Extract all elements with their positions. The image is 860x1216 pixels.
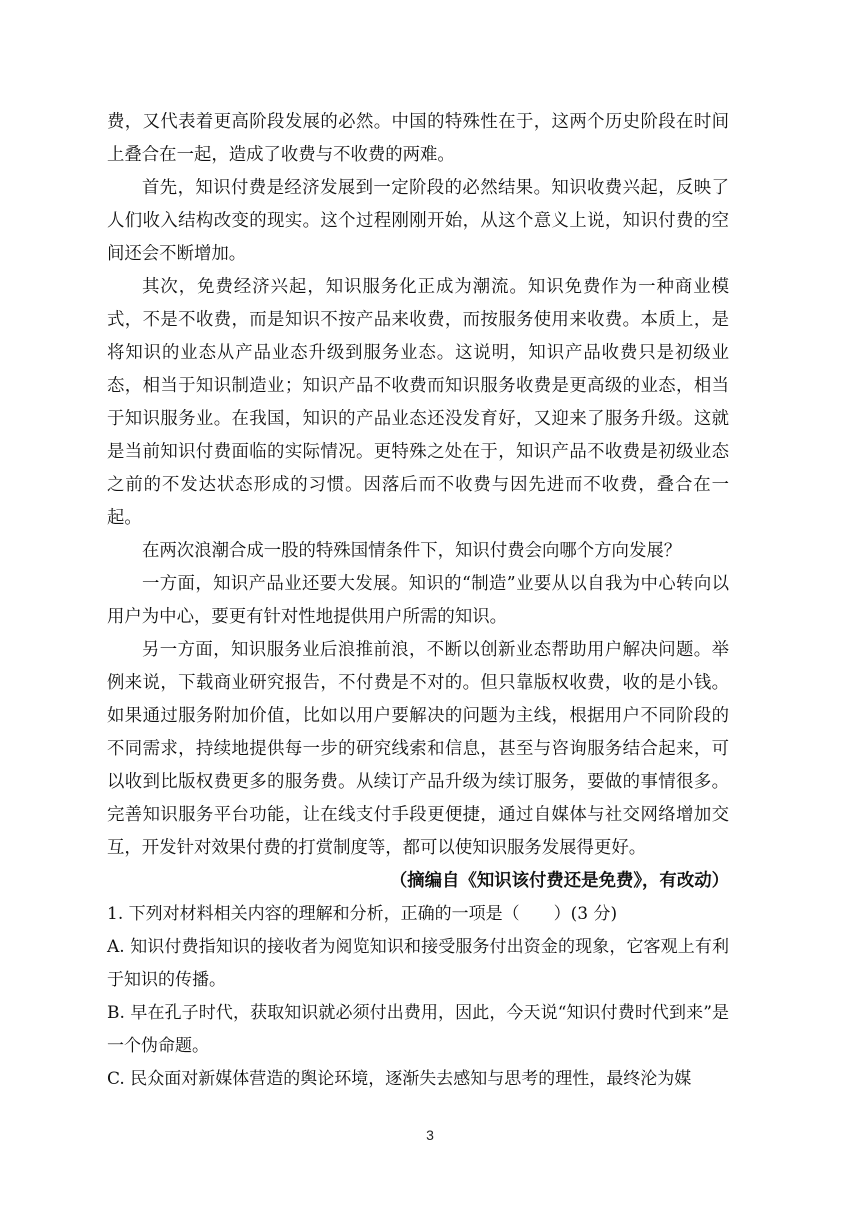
paragraph-other-hand: 另一方面，知识服务业后浪推前浪，不断以创新业态帮助用户解决问题。举例来说，下载商业研究报告，不付费是不对的。但只靠版权收费，收的是小钱。如果通过服务附加价值，比如以用户要解决的问题为主线，根据用户不同阶段的不同需求，持续地提供每一步的研究线索和信息，甚至与咨询服务结合起来，可以收到比版权费更多的服务费。从续订产品升级为续订服务，要做的事情很多。完善知识服务平台功能，让在线支付手段更便捷，通过自媒体与社交网络增加交互，开发针对效果付费的打赏制度等，都可以使知识服务发展得更好。 <box>107 640 729 858</box>
paragraph-second-point: 其次，免费经济兴起，知识服务化正成为潮流。知识免费作为一种商业模式，不是不收费，而是知识不按产品来收费，而按服务使用来收费。本质上，是将知识的业态从产品业态升级到服务业态。这说明，知识产品收费只是初级业态，相当于知识制造业；知识产品不收费而知识服务收费是更高级的业态，相当于知识服务业。在我国，知识的产品业态还没发育好，又迎来了服务升级。这就是当前知识付费面临的实际情况。更特殊之处在于，知识产品不收费是初级业态之前的不发达状态形成的习惯。因落后而不收费与因先进而不收费，叠合在一起。 <box>107 277 729 528</box>
question-option-b: B. 早在孔子时代，获取知识就必须付出费用，因此，今天说“知识付费时代到来”是一个伪命题。 <box>107 1003 729 1056</box>
source-citation: （摘编自《知识该付费还是免费》，有改动） <box>389 871 729 891</box>
paragraph-continuation: 费，又代表着更高阶段发展的必然。中国的特殊性在于，这两个历史阶段在时间上叠合在一起，造成了收费与不收费的两难。 <box>107 112 729 165</box>
paragraph-first-point: 首先，知识付费是经济发展到一定阶段的必然结果。知识收费兴起，反映了人们收入结构改变的现实。这个过程刚刚开始，从这个意义上说，知识付费的空间还会不断增加。 <box>107 178 729 264</box>
paragraph-question-direction: 在两次浪潮合成一股的特殊国情条件下，知识付费会向哪个方向发展？ <box>142 541 682 561</box>
question-option-a: A. 知识付费指知识的接收者为阅览知识和接受服务付出资金的现象，它客观上有利于知识的传播。 <box>107 937 729 990</box>
question-stem: 1. 下列对材料相关内容的理解和分析，正确的一项是（ ）(3 分) <box>107 904 618 924</box>
paragraph-one-hand: 一方面，知识产品业还要大发展。知识的“制造”业要从以自我为中心转向以用户为中心，要更有针对性地提供用户所需的知识。 <box>107 574 729 627</box>
question-option-c: C. 民众面对新媒体营造的舆论环境，逐渐失去感知与思考的理性，最终沦为媒 <box>107 1069 692 1089</box>
page-number: 3 <box>426 1127 434 1143</box>
document-body <box>107 106 729 1096</box>
